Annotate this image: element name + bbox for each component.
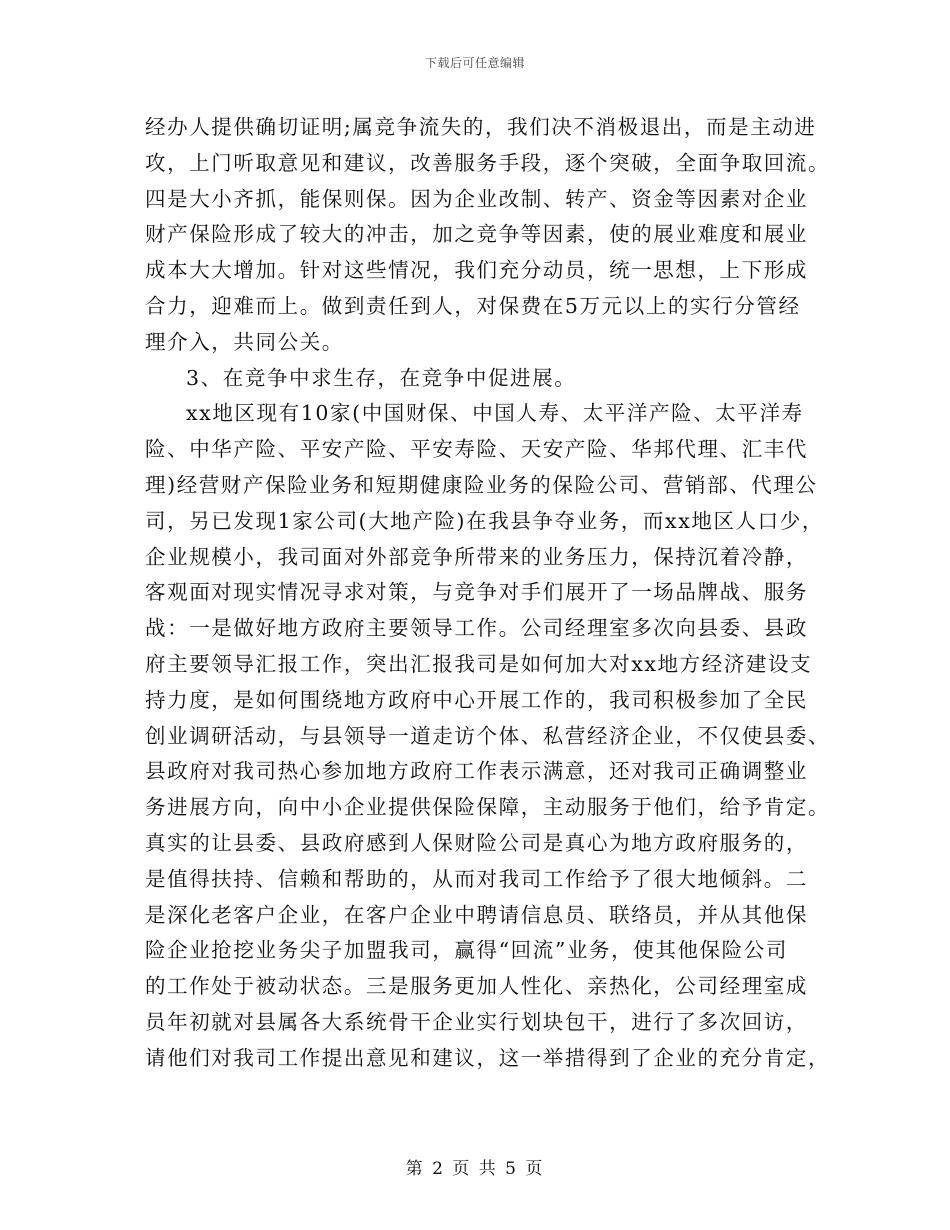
page-header: 下载后可任意编辑 (424, 56, 525, 70)
text-line: 客观面对现实情况寻求对策，与竞争对手们展开了一场品牌战、服务 (145, 580, 808, 605)
text-line: 3、在竞争中求生存，在竞争中促进展。 (186, 365, 577, 390)
text-line: 攻，上门听取意见和建议，改善服务手段，逐个突破，全面争取回流。 (145, 150, 831, 175)
text-line: 合力，迎难而上。做到责任到人，对保费在5万元以上的实行分管经 (145, 293, 801, 318)
text-line: 理)经营财产保险业务和短期健康险业务的保险公司、营销部、代理公 (145, 472, 818, 497)
text-line: 四是大小齐抓，能保则保。因为企业改制、转产、资金等因素对企业 (145, 186, 808, 211)
text-line: xx地区现有10家(中国财保、中国人寿、太平洋产险、太平洋寿 (186, 401, 804, 426)
text-line: 员年初就对县属各大系统骨干企业实行划块包干，进行了多次回访， (145, 1009, 808, 1034)
text-line: 企业规模小，我司面对外部竞争所带来的业务压力，保持沉着冷静， (145, 544, 808, 569)
text-line: 司，另已发现1家公司(大地产险)在我县争夺业务，而xx地区人口少， (145, 508, 824, 533)
text-line: 成本大大增加。针对这些情况，我们充分动员，统一思想，上下形成 (145, 258, 808, 283)
text-line: 持力度，是如何围绕地方政府中心开展工作的，我司积极参加了全民 (145, 687, 808, 712)
text-line: 请他们对我司工作提出意见和建议，这一举措得到了企业的充分肯定， (145, 1045, 831, 1070)
text-line: 理介入，共同公关。 (145, 329, 344, 354)
text-line: 县政府对我司热心参加地方政府工作表示满意，还对我司正确调整业 (145, 759, 808, 784)
text-line: 战：一是做好地方政府主要领导工作。公司经理室多次向县委、县政 (145, 616, 808, 641)
text-line: 险、中华产险、平安产险、平安寿险、天安产险、华邦代理、汇丰代 (145, 437, 808, 462)
text-line: 是值得扶持、信赖和帮助的，从而对我司工作给予了很大地倾斜。二 (145, 866, 808, 891)
text-line: 真实的让县委、县政府感到人保财险公司是真心为地方政府服务的， (145, 830, 808, 855)
text-line: 创业调研活动，与县领导一道走访个体、私营经济企业，不仅使县委、 (145, 723, 831, 748)
text-line: 财产保险形成了较大的冲击，加之竞争等因素，使的展业难度和展业 (145, 222, 808, 247)
page-footer: 第 2 页 共 5 页 (405, 1159, 545, 1179)
text-line: 务进展方向，向中小企业提供保险保障，主动服务于他们，给予肯定。 (145, 795, 831, 820)
text-line: 的工作处于被动状态。三是服务更加人性化、亲热化，公司经理室成 (145, 974, 808, 999)
text-line: 是深化老客户企业，在客户企业中聘请信息员、联络员，并从其他保 (145, 902, 808, 927)
text-line: 险企业抢挖业务尖子加盟我司，赢得“回流”业务，使其他保险公司 (145, 938, 788, 963)
text-line: 府主要领导汇报工作，突出汇报我司是如何加大对xx地方经济建设支 (145, 651, 813, 676)
document-body (145, 110, 831, 1077)
text-line: 经办人提供确切证明;属竞争流失的，我们决不消极退出，而是主动进 (145, 115, 817, 139)
